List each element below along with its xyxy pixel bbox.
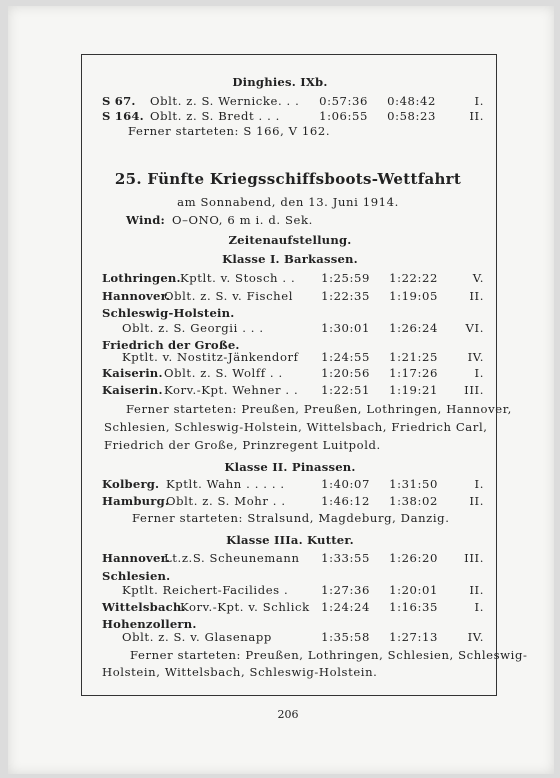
ship-name: Schleswig-Holstein.	[102, 306, 235, 320]
person-name: Oblt. z. S. v. Fischel	[164, 289, 294, 303]
time-1: 1:24:24	[321, 600, 370, 614]
place: VI.	[465, 321, 484, 335]
time-2: 1:19:05	[389, 289, 438, 303]
time-1: 1:25:59	[321, 271, 370, 285]
dinghy-number: S 67.	[102, 94, 136, 108]
person-name: Lt.z.S. Scheunemann	[164, 551, 300, 565]
race-date: am Sonnabend, den 13. Juni 1914.	[177, 195, 399, 209]
ship-name: Hannover.	[102, 551, 171, 565]
time-2: 1:21:25	[389, 350, 438, 364]
dinghy-person: Oblt. z. S. Wernicke. . .	[150, 94, 300, 108]
dinghy-place: I.	[474, 94, 484, 108]
place: V.	[472, 271, 484, 285]
time-1: 1:22:35	[321, 289, 370, 303]
ship-name: Kaiserin.	[102, 383, 163, 397]
wind-label: Wind:	[126, 213, 166, 227]
time-1: 1:46:12	[321, 494, 370, 508]
time-1: 1:35:58	[321, 630, 370, 644]
ship-name: Kaiserin.	[102, 366, 163, 380]
person-name: Oblt. z. S. Wolff . .	[164, 366, 283, 380]
place: IV.	[467, 350, 484, 364]
also-started-line: Ferner starteten: Stralsund, Magdeburg, Danzig.	[132, 511, 450, 525]
ship-name: Hohenzollern.	[102, 617, 197, 631]
time-1: 1:24:55	[321, 350, 370, 364]
person-name: Oblt. z. S. Mohr . .	[166, 494, 286, 508]
person-name: Oblt. z. S. v. Glasenapp	[122, 630, 272, 644]
dinghy-person: Oblt. z. S. Bredt . . .	[150, 109, 280, 123]
time-1: 1:40:07	[321, 477, 370, 491]
person-name: Oblt. z. S. Georgii . . .	[122, 321, 264, 335]
also-started-line: Holstein, Wittelsbach, Schleswig-Holstein.	[102, 665, 378, 679]
page-number: 206	[277, 708, 299, 721]
also-started-line: Friedrich der Große, Prinzregent Luitpold.	[104, 438, 381, 452]
time-2: 1:26:20	[389, 551, 438, 565]
ship-name: Lothringen.	[102, 271, 181, 285]
ship-name: Hannover.	[102, 289, 171, 303]
ship-name: Wittelsbach.	[102, 600, 186, 614]
place: II.	[469, 289, 484, 303]
person-name: Kptlt. v. Nostitz-Jänkendorf	[122, 350, 299, 364]
time-2: 1:20:01	[389, 583, 438, 597]
person-name: Korv.-Kpt. Wehner . .	[164, 383, 299, 397]
person-name: Kptlt. Wahn . . . . .	[166, 477, 285, 491]
wind-value: O–ONO, 6 m i. d. Sek.	[172, 213, 313, 227]
dinghy-time-1: 1:06:55	[319, 109, 368, 123]
also-started-line: Schlesien, Schleswig-Holstein, Wittelsbach, Friedrich Carl,	[104, 420, 488, 434]
ship-name: Schlesien.	[102, 569, 171, 583]
klasse-2-heading: Klasse II. Pinassen.	[224, 460, 356, 474]
time-2: 1:19:21	[389, 383, 438, 397]
place: IV.	[467, 630, 484, 644]
time-1: 1:27:36	[321, 583, 370, 597]
person-name: Kptlt. Reichert-Facilides .	[122, 583, 289, 597]
also-started-line: Ferner starteten: Preußen, Lothringen, Schlesien, Schleswig-	[130, 648, 528, 662]
place: I.	[474, 477, 484, 491]
person-name: Korv.-Kpt. v. Schlick	[180, 600, 310, 614]
time-2: 1:17:26	[389, 366, 438, 380]
time-1: 1:20:56	[321, 366, 370, 380]
ship-name: Kolberg.	[102, 477, 160, 491]
schedule-heading: Zeitenaufstellung.	[228, 233, 352, 247]
time-2: 1:22:22	[389, 271, 438, 285]
dinghy-place: II.	[469, 109, 484, 123]
dinghy-time-1: 0:57:36	[319, 94, 368, 108]
dinghy-time-2: 0:48:42	[387, 94, 436, 108]
ship-name: Hamburg.	[102, 494, 170, 508]
time-2: 1:16:35	[389, 600, 438, 614]
person-name: Kptlt. v. Stosch . .	[180, 271, 296, 285]
time-1: 1:22:51	[321, 383, 370, 397]
time-2: 1:38:02	[389, 494, 438, 508]
klasse-1-heading: Klasse I. Barkassen.	[222, 252, 358, 266]
time-1: 1:33:55	[321, 551, 370, 565]
dinghy-number: S 164.	[102, 109, 144, 123]
klasse-3a-heading: Klasse IIIa. Kutter.	[226, 533, 354, 547]
place: II.	[469, 494, 484, 508]
dinghies-also-started: Ferner starteten: S 166, V 162.	[128, 124, 331, 138]
place: III.	[464, 551, 484, 565]
place: I.	[474, 600, 484, 614]
time-1: 1:30:01	[321, 321, 370, 335]
place: III.	[464, 383, 484, 397]
place: II.	[469, 583, 484, 597]
time-2: 1:26:24	[389, 321, 438, 335]
ship-name: Friedrich der Große.	[102, 338, 240, 352]
dinghy-time-2: 0:58:23	[387, 109, 436, 123]
time-2: 1:31:50	[389, 477, 438, 491]
race-title: 25. Fünfte Kriegsschiffsboots-Wettfahrt	[114, 170, 462, 188]
also-started-line: Ferner starteten: Preußen, Preußen, Lothringen, Hannover,	[126, 402, 512, 416]
place: I.	[474, 366, 484, 380]
dinghies-heading: Dinghies. IXb.	[232, 75, 328, 89]
time-2: 1:27:13	[389, 630, 438, 644]
